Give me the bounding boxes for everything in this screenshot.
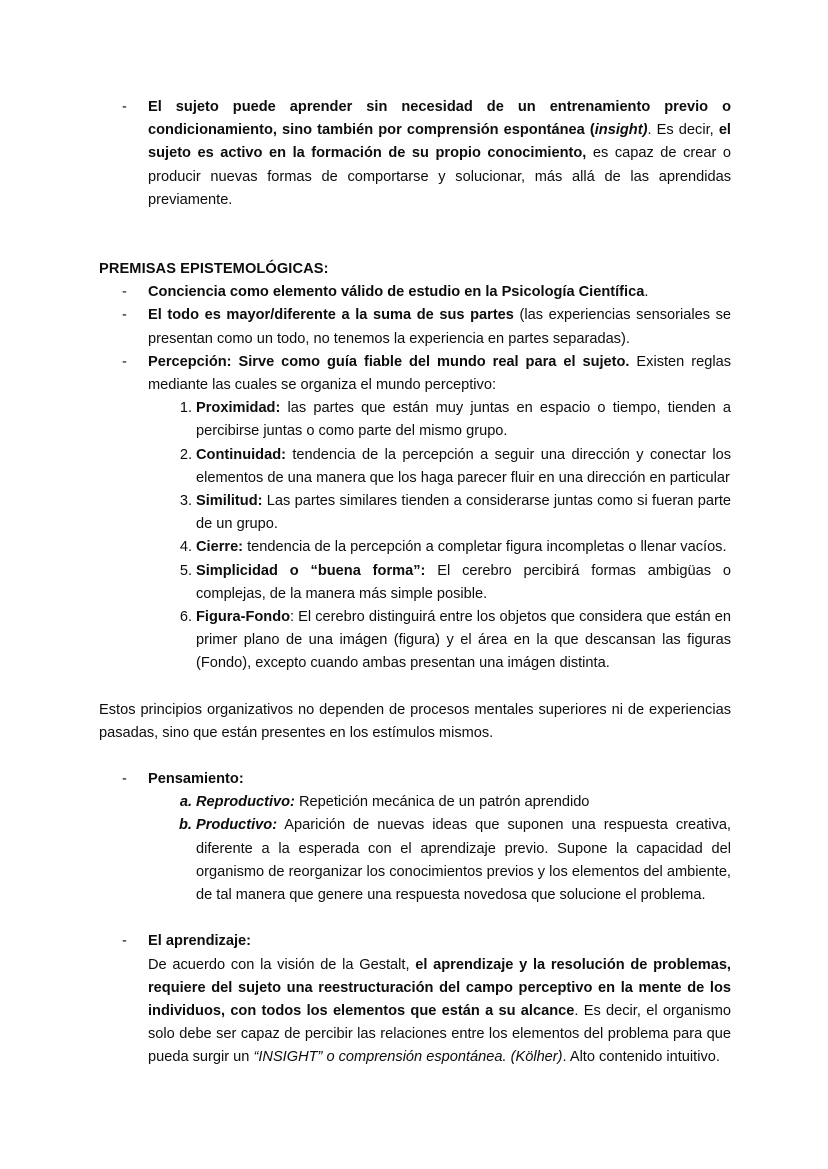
premise-bold: Conciencia como elemento válido de estudio en la Psicología Científica	[148, 284, 645, 301]
learning-bold: el aprendizaje y la resolución de problemas, requiere del sujeto una reestructuración del campo perceptivo en la mente de los individuos, con todos los elementos que están a su alcance	[148, 956, 731, 1019]
number-marker: 2.	[179, 446, 192, 463]
premise-rest: (las experiencias sensoriales se presentan como un todo, no tenemos la experiencia en partes separadas).	[148, 307, 732, 347]
intro-bullet-list	[99, 96, 731, 212]
number-marker: 4.	[179, 539, 192, 556]
learning-mid: . Es decir, el organismo solo debe ser capaz de percibir las relaciones entre los elementos del problema para que pueda surgir un	[148, 1002, 731, 1066]
thinking-types-list	[99, 791, 731, 907]
list-item	[99, 560, 731, 606]
gestalt-law-name: Continuidad:	[196, 446, 286, 463]
intro-bullet-tail: es capaz de crear o producir nuevas formas de comportarse y solucionar, más allá de las aprendidas previamente.	[148, 145, 731, 208]
gestalt-law-description: tendencia de la percepción a seguir una dirección y conectar los elementos de una manera que los haga parecer fluir en una dirección en particular	[196, 446, 731, 486]
premise-text	[148, 304, 731, 350]
gestalt-law-text	[196, 397, 731, 443]
gestalt-law-text	[196, 560, 731, 606]
spacer	[99, 907, 731, 930]
thinking-title	[148, 768, 731, 791]
letter-marker: a.	[179, 794, 192, 811]
gestalt-law-name: Proximidad:	[196, 400, 281, 417]
learning-lead: De acuerdo con la visión de la Gestalt,	[148, 956, 416, 973]
dash-marker: -	[122, 933, 127, 950]
premise-bold: Percepción: Sirve como guía fiable del mundo real para el sujeto.	[148, 353, 630, 370]
dash-marker: -	[122, 353, 127, 370]
learning-insight-quote: “INSIGHT” o comprensión espontánea. (Kölher)	[253, 1049, 563, 1066]
dash-marker: -	[122, 99, 127, 115]
intro-bullet-insight-term: insight)	[594, 122, 648, 139]
gestalt-law-text	[196, 536, 731, 559]
learning-bullet-list	[99, 930, 731, 953]
premise-rest: Existen reglas mediante las cuales se organiza el mundo perceptivo:	[148, 353, 731, 394]
list-item	[99, 281, 731, 304]
premise-rest: .	[644, 284, 649, 301]
document-body	[99, 96, 731, 1070]
gestalt-law-description: El cerebro percibirá formas ambigüas o complejas, de la manera más simple posible.	[196, 562, 731, 602]
list-item	[99, 397, 731, 443]
gestalt-law-name: Simplicidad o “buena forma”:	[196, 562, 426, 579]
premise-text	[148, 281, 731, 304]
dash-marker: -	[122, 284, 127, 301]
list-item	[99, 490, 731, 536]
letter-marker: b.	[179, 817, 192, 834]
intro-bullet-text	[148, 96, 731, 212]
closing-paragraph: Estos principios organizativos no dependen de procesos mentales superiores ni de experiencias pasadas, sino que están presentes en los estímulos mismos.	[99, 701, 731, 741]
thinking-type-text	[196, 814, 731, 907]
intro-bullet-mid: . Es decir,	[647, 122, 719, 139]
spacer	[99, 212, 731, 258]
thinking-type-name: Productivo:	[196, 817, 278, 834]
list-item	[99, 351, 731, 397]
intro-bullet-bold-mid: el sujeto es activo en la formación de su propio conocimiento,	[148, 122, 731, 162]
list-item	[99, 768, 731, 791]
gestalt-law-text	[196, 606, 731, 676]
gestalt-law-description: tendencia de la percepción a completar figura incompletas o llenar vacíos.	[243, 539, 727, 556]
number-marker: 3.	[179, 493, 192, 510]
number-marker: 6.	[179, 609, 192, 626]
gestalt-law-description: : El cerebro distinguirá entre los objetos que considera que están en primer plano de una imágen (figura) y el área en la que descansan las figuras (Fondo), excepto cuando ambas presentan una imágen distinta.	[196, 609, 731, 672]
thinking-type-text	[196, 791, 731, 814]
thinking-type-description: Aparición de nuevas ideas que suponen una respuesta creativa, diferente a la esperada con el aprendizaje previo. Supone la capacidad del organismo de reorganizar los conocimientos previos y los elementos del ambiente, de tal manera que genere una respuesta novedosa que solucione el problema.	[196, 817, 731, 904]
thinking-title-text: Pensamiento:	[148, 771, 244, 788]
list-item	[99, 791, 731, 814]
gestalt-law-text	[196, 490, 731, 536]
gestalt-laws-list	[99, 397, 731, 675]
spacer	[99, 745, 731, 768]
learning-title-text: El aprendizaje:	[148, 933, 251, 950]
list-item	[99, 536, 731, 559]
list-item	[99, 930, 731, 953]
intro-bullet-bold-lead: El sujeto puede aprender sin necesidad de un entrenamiento previo o condicionamiento, sino también por comprensión espontánea (	[148, 99, 731, 139]
premise-text	[148, 351, 731, 397]
number-marker: 1.	[179, 400, 192, 417]
learning-paragraph	[99, 954, 731, 1070]
list-item	[99, 606, 731, 676]
list-item	[99, 304, 731, 350]
spacer	[99, 676, 731, 699]
dash-marker: -	[122, 307, 127, 324]
premise-bold: El todo es mayor/diferente a la suma de sus partes	[148, 307, 514, 324]
thinking-type-description: Repetición mecánica de un patrón aprendido	[294, 794, 590, 811]
learning-title	[148, 930, 731, 953]
gestalt-law-name: Cierre:	[196, 539, 244, 556]
dash-marker: -	[122, 771, 127, 788]
list-item	[99, 444, 731, 490]
gestalt-law-description: Las partes similares tienden a considerarse juntas como si fueran parte de un grupo.	[196, 493, 731, 533]
gestalt-law-name: Figura-Fondo	[196, 609, 291, 626]
thinking-bullet-list	[99, 768, 731, 791]
premises-heading: PREMISAS EPISTEMOLÓGICAS:	[99, 261, 329, 278]
gestalt-law-description: las partes que están muy juntas en espacio o tiempo, tienden a percibirse juntas o como parte del mismo grupo.	[196, 400, 731, 440]
gestalt-law-text	[196, 444, 731, 490]
list-item	[99, 814, 731, 907]
learning-tail: . Alto contenido intuitivo.	[562, 1049, 720, 1066]
gestalt-law-name: Similitud:	[196, 493, 263, 510]
premises-list	[99, 281, 731, 397]
number-marker: 5.	[179, 562, 192, 579]
thinking-type-name: Reproductivo:	[196, 794, 295, 811]
list-item	[99, 96, 731, 212]
